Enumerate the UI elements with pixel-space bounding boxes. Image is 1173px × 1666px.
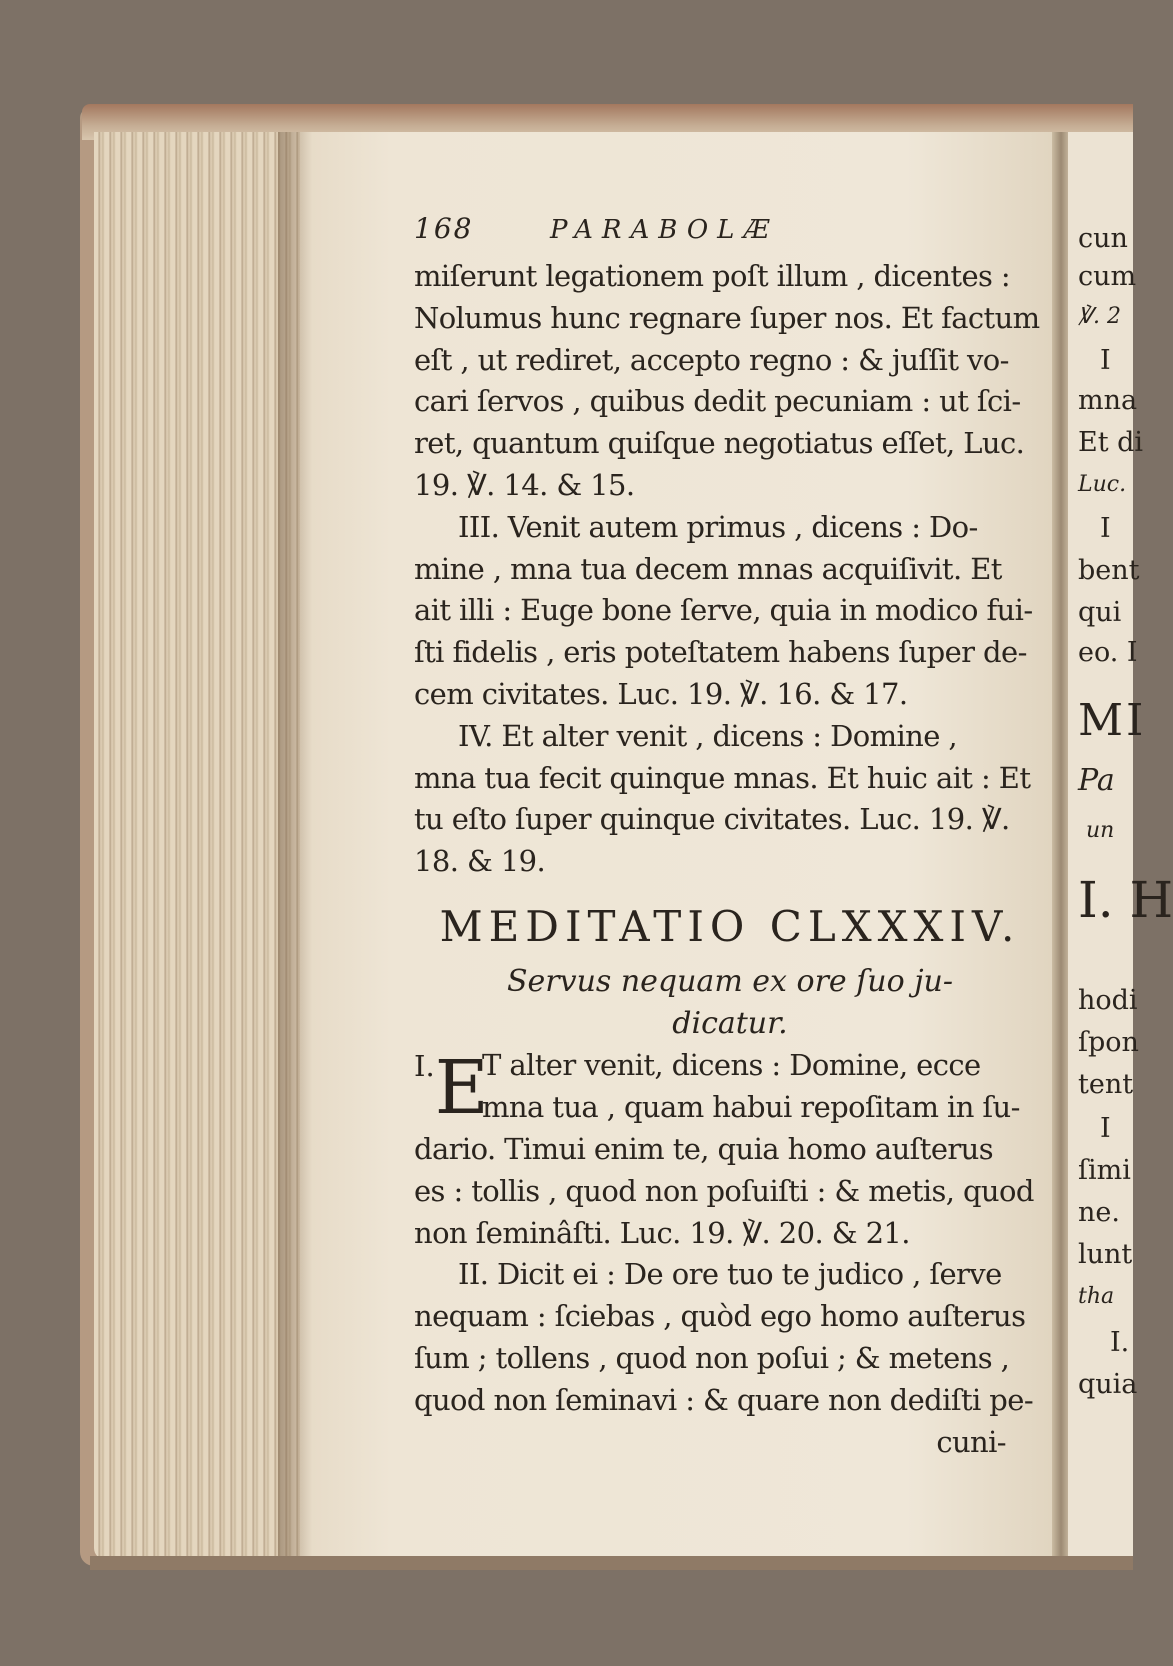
- right-page-fragment: I: [1100, 345, 1111, 376]
- right-page-fragment: mna: [1078, 385, 1138, 416]
- text-line: mna tua , quam habui repoſitam in ſu-: [482, 1089, 1020, 1124]
- page-shadow: [278, 132, 312, 1560]
- text-line: ſti fidelis , eris poteſtatem habens ſuper de-: [414, 635, 1027, 670]
- right-page-fragment: cun: [1078, 223, 1128, 254]
- running-title: PARABOLÆ: [550, 215, 779, 245]
- right-page-fragment: quia: [1078, 1369, 1138, 1400]
- text-line: mna tua fecit quinque mnas. Et huic ait : Et: [414, 760, 1031, 795]
- text-line: 18. & 19.: [414, 844, 546, 879]
- right-page-fragment: eo. I: [1078, 637, 1138, 668]
- text-line: non ſeminâſti. Luc. 19. ℣. 20. & 21.: [414, 1215, 910, 1250]
- text-line: nequam : ſciebas , quòd ego homo auſterus: [414, 1299, 1026, 1334]
- text-line: II. Dicit ei : De ore tuo te judico , ſerve: [458, 1257, 1002, 1292]
- page-header: [414, 212, 1046, 256]
- text-line: ret, quantum quiſque negotiatus eſſet, Luc.: [414, 426, 1025, 461]
- right-page-fragment: hodi: [1078, 985, 1138, 1016]
- first-paragraph: [414, 1045, 1046, 1129]
- text-line: eſt , ut rediret, accepto regno : & juſſit vo-: [414, 342, 1009, 377]
- right-page-fragment: lunt: [1078, 1239, 1133, 1270]
- right-page-fragment: ſpon: [1078, 1027, 1139, 1058]
- text-line: ſum ; tollens , quod non poſui ; & metens ,: [414, 1340, 1010, 1375]
- drop-cap-letter: E: [434, 1044, 489, 1131]
- right-page-fragment: I: [1100, 513, 1111, 544]
- right-page-fragment: qui: [1078, 597, 1122, 628]
- text-line: miſerunt legationem poſt illum , dicentes :: [414, 259, 1011, 293]
- right-page-fragment: I.: [1110, 1327, 1130, 1358]
- paragraph-numeral: I.: [414, 1048, 435, 1083]
- meditation-subtitle: dicatur.: [672, 1005, 788, 1041]
- page-text: [414, 212, 1046, 1463]
- right-page-fragment: Pa: [1078, 763, 1115, 798]
- meditation-title: MEDITATIO CLXXXIV.: [439, 901, 1021, 951]
- right-page-fragment: tha: [1078, 1284, 1115, 1309]
- text-line: Nolumus hunc regnare ſuper nos. Et factum: [414, 300, 1040, 335]
- page-number: 168: [414, 212, 474, 245]
- text-line: cem civitates. Luc. 19. ℣. 16. & 17.: [414, 676, 908, 711]
- right-page-fragment: ℣. 2: [1078, 304, 1122, 329]
- right-page-fragment: ſimi: [1078, 1155, 1131, 1186]
- text-line: T alter venit, dicens : Domine, ecce: [482, 1047, 981, 1082]
- text-line: IV. Et alter venit , dicens : Domine ,: [458, 718, 958, 753]
- first-lines: [482, 1045, 1046, 1129]
- right-page-fragment: bent: [1078, 555, 1140, 586]
- bottom-edge: [90, 1556, 1133, 1570]
- catchword: cuni-: [936, 1424, 1006, 1459]
- text-line: 19. ℣. 14. & 15.: [414, 467, 635, 502]
- text-line: ait illi : Euge bone ſerve, quia in modico fui-: [414, 593, 1033, 628]
- page-edges: [94, 132, 304, 1560]
- text-line: quod non ſeminavi : & quare non dediſti pe-: [414, 1382, 1034, 1417]
- meditation-subtitle: Servus nequam ex ore ſuo ju-: [506, 963, 953, 999]
- right-page-fragment: Luc.: [1078, 472, 1127, 497]
- right-page-fragment: un: [1086, 818, 1115, 843]
- text-line: es : tollis , quod non poſuiſti : & metis, quod: [414, 1173, 1034, 1208]
- drop-cap: [414, 1044, 489, 1131]
- right-page-fragment: I. H: [1078, 871, 1173, 929]
- text-line: tu eſto ſuper quinque civitates. Luc. 19. ℣.: [414, 802, 1010, 837]
- text-line: III. Venit autem primus , dicens : Do-: [458, 509, 978, 544]
- right-page-fragment: I: [1100, 1113, 1111, 1144]
- right-page-fragment: cum: [1078, 261, 1137, 292]
- right-page-fragment: ne.: [1078, 1197, 1120, 1228]
- text-line: dario. Timui enim te, quia homo auſterus: [414, 1131, 994, 1166]
- text-line: cari ſervos , quibus dedit pecuniam : ut ſci-: [414, 384, 1021, 419]
- text-line: mine , mna tua decem mnas acquiſivit. Et: [414, 551, 1002, 586]
- right-page-fragment: tent: [1078, 1069, 1134, 1100]
- right-page-fragment: Et di: [1078, 427, 1144, 458]
- right-page-fragment: MI: [1078, 695, 1147, 746]
